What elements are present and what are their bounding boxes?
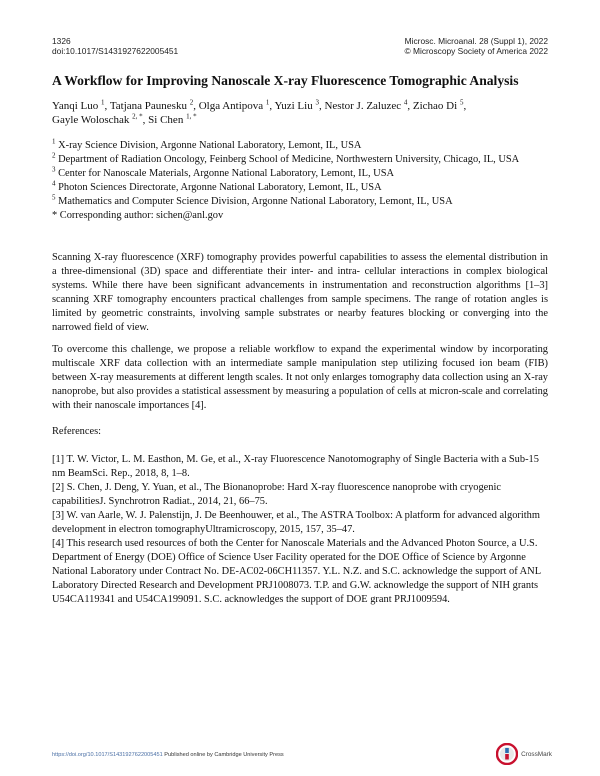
author-list xyxy=(52,99,548,127)
affiliation-item xyxy=(52,139,548,153)
affiliation-marker: 3 xyxy=(52,165,56,174)
author-separator: , xyxy=(142,114,146,126)
reference-list xyxy=(52,453,548,607)
author-name: Tatjana Paunesku xyxy=(109,100,187,112)
author-name: Gayle Woloschak xyxy=(52,114,130,126)
author-name: Nestor J. Zaluzec xyxy=(324,100,402,112)
author-affiliation-marker: 1, * xyxy=(186,112,197,121)
author-name: Yuzi Liu xyxy=(274,100,313,112)
author-affiliation-marker: 1 xyxy=(101,98,105,107)
abstract-paragraph-1: Scanning X-ray fluorescence (XRF) tomography provides powerful capabilities to assess the elemental distribution in a three-dimensional (3D) space and differentiate their inter- and intra- cellular interactions in complex biological systems. While there have been significant advancements in instrumentation and reconstruction algorithms [1–3] scanning XRF tomography encounters practical challenges from sample specimens. The range of rotation angles is limited by geometric constraints, involving sample substrates or nearby features blocking or converging into the narrowed field of view. xyxy=(52,252,548,333)
author-affiliation-marker: 3 xyxy=(315,98,319,107)
footer-text: Published online by Cambridge University Press xyxy=(162,752,284,758)
author xyxy=(52,114,145,126)
affiliation-item xyxy=(52,167,548,181)
author-name: Si Chen xyxy=(148,114,184,126)
author xyxy=(199,100,272,112)
affiliation-list xyxy=(52,139,548,223)
copyright: © Microscopy Society of America 2022 xyxy=(404,46,548,56)
affiliation-text: Photon Sciences Directorate, Argonne National Laboratory, Lemont, IL, USA xyxy=(58,182,382,193)
affiliation-text: Mathematics and Computer Science Division, Argonne National Laboratory, Lemont, IL, USA xyxy=(58,196,453,207)
running-header-left xyxy=(52,36,178,56)
author-separator: , xyxy=(318,100,322,112)
reference-item: [2] S. Chen, J. Deng, Y. Yuan, et al., The Bionanoprobe: Hard X-ray fluorescence nanoprobe with cryogenic capabilitiesJ. Synchrotron Radiat., 2014, 21, 66–75. xyxy=(52,482,501,507)
affiliation-text: X-ray Science Division, Argonne National Laboratory, Lemont, IL, USA xyxy=(58,140,362,151)
affiliation-marker: 1 xyxy=(52,137,56,146)
affiliation-item xyxy=(52,181,548,195)
running-header-right xyxy=(405,36,549,56)
author-separator: , xyxy=(463,100,467,112)
author-affiliation-marker: 2 xyxy=(189,98,194,107)
paper-title: A Workflow for Improving Nanoscale X-ray Fluorescence Tomographic Analysis xyxy=(52,73,519,88)
author-affiliation-marker: 1 xyxy=(265,98,270,107)
reference-item: [1] T. W. Victor, L. M. Easthon, M. Ge, et al., X-ray Fluorescence Nanotomography of Single Bacteria with a Sub-15 nm BeamSci. Rep., 2018, 8, 1–8. xyxy=(52,454,539,479)
author-name: Olga Antipova xyxy=(198,100,264,112)
journal-citation: Microsc. Microanal. 28 (Suppl 1), 2022 xyxy=(404,36,548,46)
crossmark-icon xyxy=(496,743,518,765)
affiliation-text: Department of Radiation Oncology, Feinberg School of Medicine, Northwestern University, Chicago, IL, USA xyxy=(58,154,520,165)
abstract-paragraph-2: To overcome this challenge, we propose a reliable workflow to expand the experimental window by incorporating multiscale XRF data collection with an intermediate sample manipulation step utilizing focused ion beam (FIB) between X-ray measurements at different length scales. It not only enlarges tomography data collection using an X-ray nanoprobe, but also provides a statistical assessment by measuring a population of cells at micron-scale and correlating with their nanoscale importances [4]. xyxy=(52,344,548,411)
affiliation-item xyxy=(52,153,548,167)
author xyxy=(110,100,196,112)
author xyxy=(52,100,107,112)
author-separator: , xyxy=(193,100,196,112)
affiliation-marker: 2 xyxy=(52,151,56,160)
references-heading: References: xyxy=(52,426,102,437)
author-separator: , xyxy=(407,100,411,112)
affiliation-marker: 5 xyxy=(52,193,56,202)
author xyxy=(413,100,466,112)
affiliation-text: * Corresponding author: sichen@anl.gov xyxy=(52,210,224,221)
page-number: 1326 xyxy=(52,36,71,46)
crossmark-badge[interactable] xyxy=(496,743,552,765)
author-name: Yanqi Luo xyxy=(52,100,99,112)
author-affiliation-marker: 2, * xyxy=(132,112,143,121)
affiliation-text: Center for Nanoscale Materials, Argonne National Laboratory, Lemont, IL, USA xyxy=(58,168,394,179)
affiliation-marker: 4 xyxy=(52,179,56,188)
author-separator: , xyxy=(104,100,108,112)
author-affiliation-marker: 4 xyxy=(403,98,408,107)
doi-link[interactable]: https://doi.org/10.1017/S1431927622005451 xyxy=(52,752,163,758)
doi: doi:10.1017/S1431927622005451 xyxy=(52,46,179,56)
author-separator: , xyxy=(269,100,273,112)
author xyxy=(324,100,410,112)
author-affiliation-marker: 5 xyxy=(459,98,464,107)
reference-item: [3] W. van Aarle, W. J. Palenstijn, J. De Beenhouwer, et al., The ASTRA Toolbox: A platform for advanced algorithm development in electron tomographyUltramicroscopy, 2015, 157, 35–47. xyxy=(52,510,540,535)
author xyxy=(148,114,196,126)
affiliation-item xyxy=(52,195,548,209)
author xyxy=(275,100,322,112)
author-name: Zichao Di xyxy=(412,100,458,112)
footer xyxy=(52,752,284,758)
crossmark-label: CrossMark xyxy=(521,750,552,758)
reference-item: [4] This research used resources of both the Center for Nanoscale Materials and the Advanced Photon Source, a U.S. Department of Energy (DOE) Office of Science User Facility operated for the DOE Office of Science by Argonne National Laboratory under Contract No. DE-AC02-06CH11357. Y.L. N.Z. and S.C. acknowledge the support of ANL Laboratory Directed Research and Development PRJ1008073. T.P. and G.W. acknowledge the support of NIH grants U54CA119341 and U54CA199091. S.C. acknowledges the support of DOE grant PRJ1009594. xyxy=(52,538,541,605)
affiliation-item xyxy=(52,209,548,223)
